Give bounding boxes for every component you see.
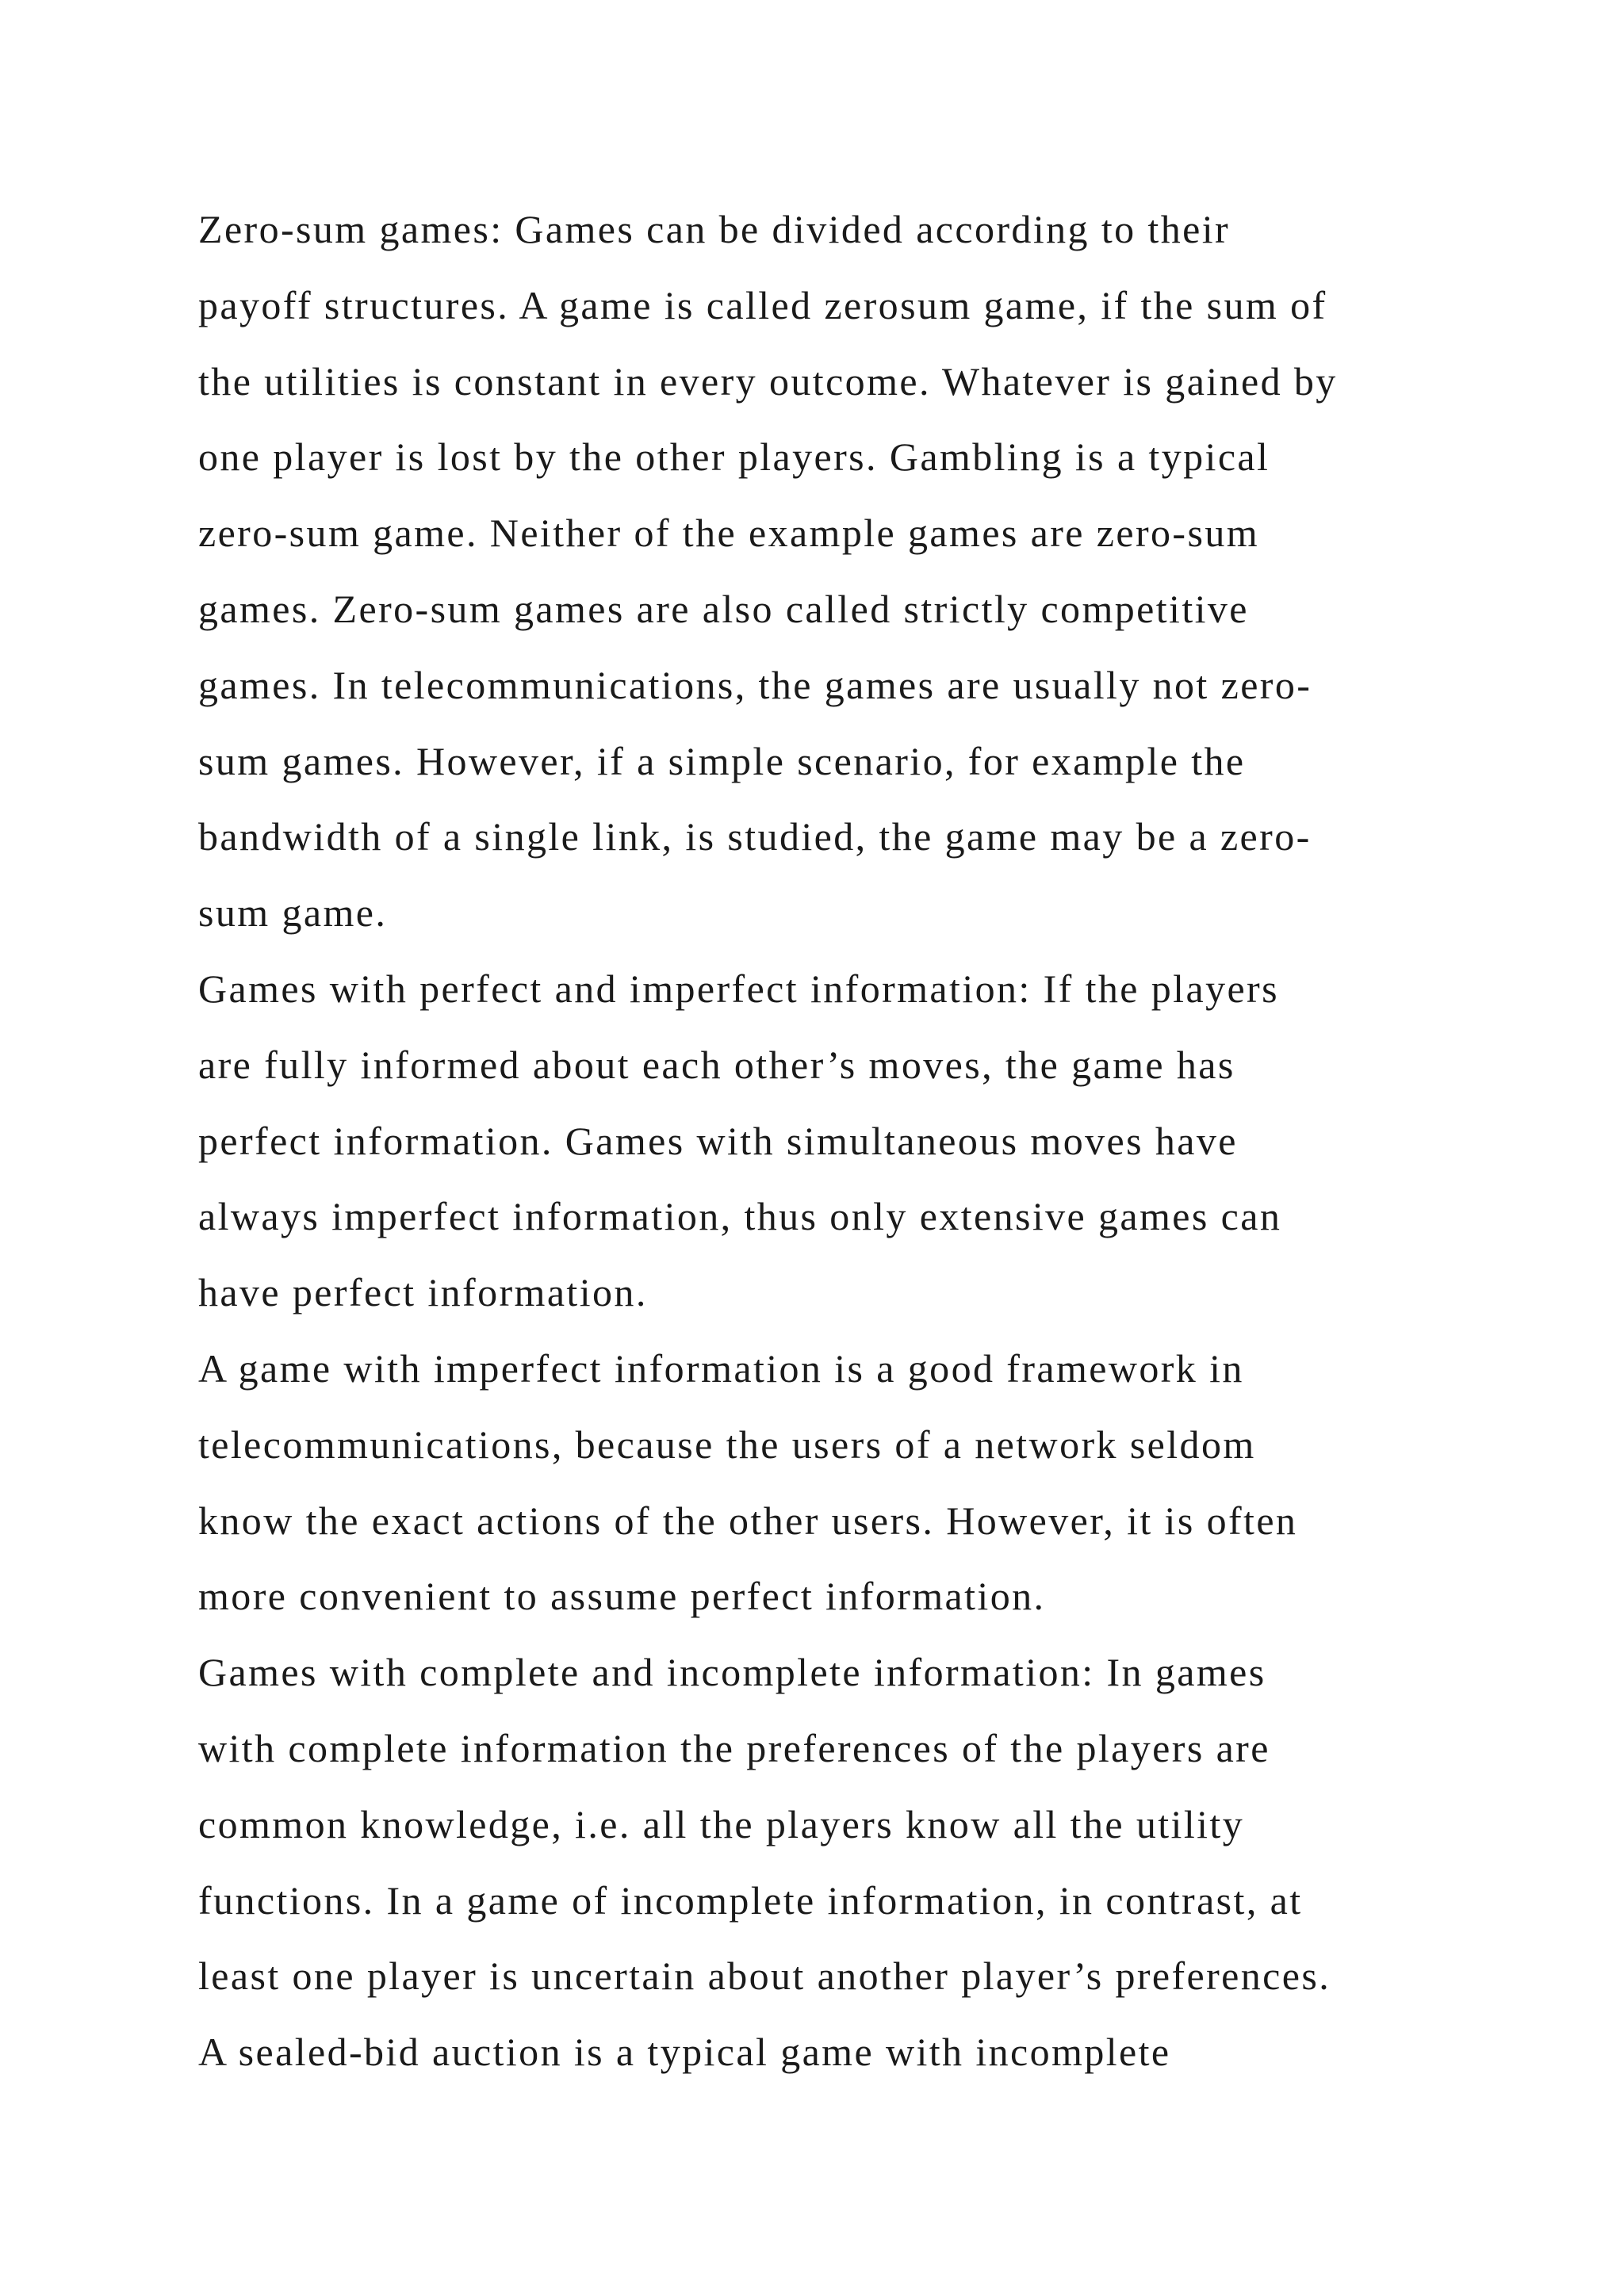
text-line: zero-sum game. Neither of the example games are zero-sum [198,511,1260,556]
text-line: functions. In a game of incomplete information, in contrast, at [198,1877,1303,1923]
text-line: Games with complete and incomplete information: In games [198,1650,1266,1695]
text-line: sum game. [198,890,388,936]
text-line: bandwidth of a single link, is studied, the game may be a zero- [198,814,1312,859]
text-line: with complete information the preferences of the players are [198,1725,1270,1770]
text-line: have perfect information. [198,1270,648,1315]
text-line: always imperfect information, thus only extensive games can [198,1194,1282,1239]
text-line: games. In telecommunications, the games are usually not zero- [198,662,1312,707]
text-line: A game with imperfect information is a good framework in [198,1345,1244,1391]
text-line: perfect information. Games with simultaneous moves have [198,1118,1238,1163]
text-line: the utilities is constant in every outcome. Whatever is gained by [198,358,1338,404]
text-line: one player is lost by the other players. Gambling is a typical [198,434,1270,480]
text-line: A sealed-bid auction is a typical game with incomplete [198,2030,1171,2075]
text-line: sum games. However, if a simple scenario, for example the [198,738,1246,783]
text-line: Games with perfect and imperfect information: If the players [198,966,1279,1011]
text-line: telecommunications, because the users of a network seldom [198,1422,1256,1467]
body-text [198,192,1483,2091]
text-line: Zero-sum games: Games can be divided according to their [198,207,1231,251]
text-line: know the exact actions of the other users. However, it is often [198,1498,1298,1543]
text-line: common knowledge, i.e. all the players know all the utility [198,1801,1245,1846]
text-line: least one player is uncertain about another player’s preferences. [198,1954,1331,1999]
text-line: payoff structures. A game is called zerosum game, if the sum of [198,282,1327,327]
text-line: games. Zero-sum games are also called strictly competitive [198,586,1249,631]
text-line: more convenient to assume perfect information. [198,1574,1046,1619]
text-line: are fully informed about each other’s moves, the game has [198,1042,1235,1087]
